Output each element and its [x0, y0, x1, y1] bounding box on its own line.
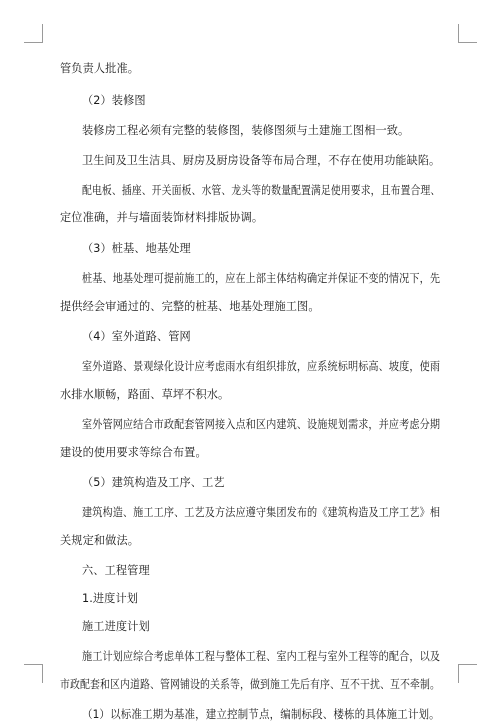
- crop-mark-bottom-right: [458, 664, 477, 683]
- paragraph-line: 施工计划应综合考虑单体工程与整体工程、室内工程与室外工程等的配合，以及: [82, 650, 441, 663]
- chapter-heading: 六、工程管理: [82, 564, 150, 577]
- paragraph-line: 管负责人批准。: [60, 62, 140, 75]
- paragraph-line: 提供经会审通过的、完整的桩基、地基处理施工图。: [60, 300, 320, 313]
- paragraph-line: 卫生间及卫生洁具、厨房及厨房设备等布局合理，不存在使用功能缺陷。: [82, 154, 441, 167]
- paragraph-line: 室外管网应结合市政配套管网接入点和区内建筑、设施规划需求，并应考虑分期: [82, 418, 441, 431]
- paragraph-line: （1）以标准工期为基准，建立控制节点，编制标段、楼栋的具体施工计划。: [82, 708, 440, 721]
- section-heading: （4）室外道路、管网: [82, 330, 191, 343]
- paragraph-line: 建筑构造、施工工序、工艺及方法应遵守集团发布的《建筑构造及工序工艺》相: [82, 506, 441, 519]
- section-heading: （2）装修图: [82, 94, 146, 107]
- subsection-heading: 1.进度计划: [82, 592, 139, 605]
- section-heading: （5）建筑构造及工序、工艺: [82, 476, 225, 489]
- paragraph-line: 建设的使用要求等综合布置。: [60, 446, 207, 459]
- paragraph-line: 水排水顺畅，路面、草坪不积水。: [60, 388, 230, 401]
- crop-mark-bottom-left: [24, 664, 43, 683]
- paragraph-line: 室外道路、景观绿化设计应考虑雨水有组织排放，应系统标明标高、坡度，使雨: [82, 360, 441, 373]
- crop-mark-top-right: [458, 24, 477, 43]
- crop-mark-top-left: [24, 24, 43, 43]
- paragraph-line: 关规定和做法。: [60, 534, 140, 547]
- paragraph-line: 装修房工程必须有完整的装修图，装修图须与土建施工图相一致。: [82, 124, 410, 137]
- paragraph-line: 定位准确，并与墙面装饰材料排版协调。: [60, 211, 264, 224]
- subsection-heading: 施工进度计划: [82, 620, 150, 633]
- paragraph-line: 配电板、插座、开关面板、水管、龙头等的数量配置满足使用要求，且布置合理、: [82, 184, 441, 197]
- paragraph-line: 桩基、地基处理可提前施工的，应在上部主体结构确定并保证不变的情况下，先: [82, 272, 441, 285]
- paragraph-line: 市政配套和区内道路、管网铺设的关系等，做到施工先后有序、互不干扰、互不牵制。: [60, 678, 440, 691]
- section-heading: （3）桩基、地基处理: [82, 242, 191, 255]
